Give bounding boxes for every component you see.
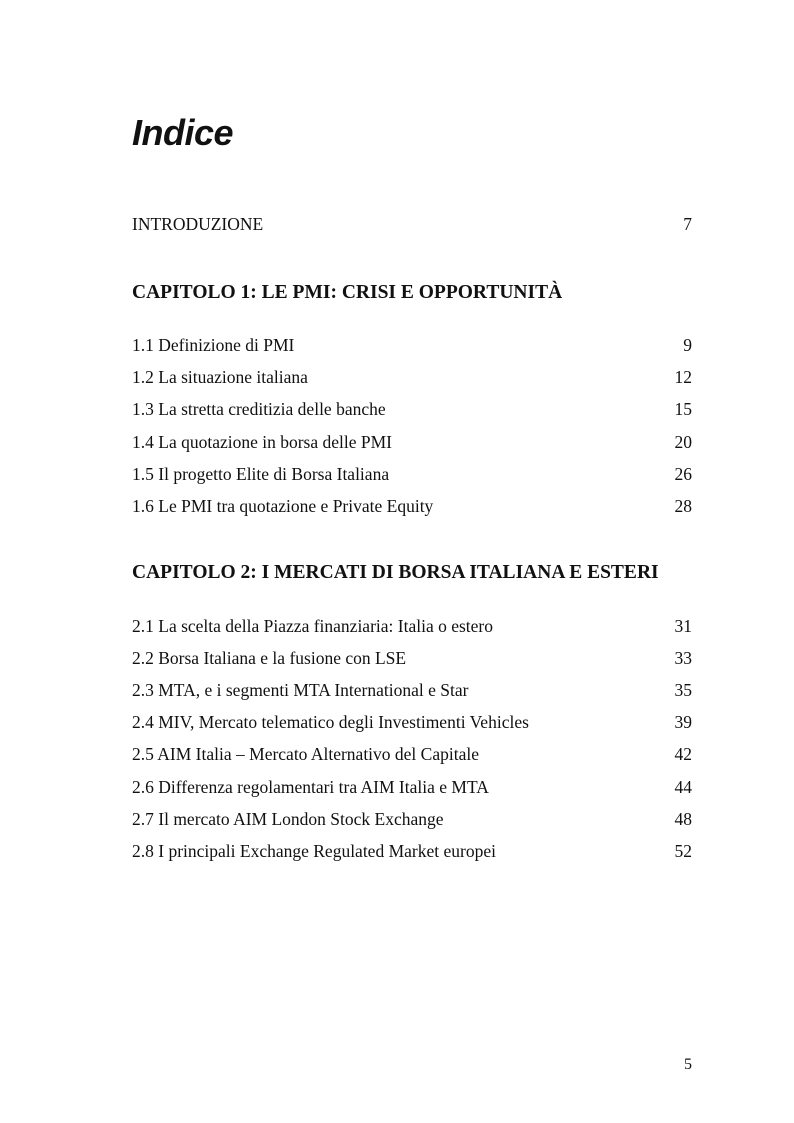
toc-entry-page: 44	[674, 777, 692, 797]
toc-entry-2-6[interactable]	[132, 776, 692, 798]
toc-entry-label: 1.5 Il progetto Elite di Borsa Italiana	[132, 464, 390, 484]
toc-entry-label: 1.2 La situazione italiana	[132, 367, 308, 387]
chapter-1-heading[interactable]: CAPITOLO 1: LE PMI: CRISI E OPPORTUNITÀ	[132, 282, 563, 303]
toc-entry-2-5[interactable]	[132, 743, 692, 765]
toc-entry-introduzione[interactable]	[132, 213, 692, 235]
toc-entry-page: 26	[674, 464, 692, 484]
toc-entry-2-7[interactable]	[132, 808, 692, 830]
toc-entry-page: 12	[674, 367, 692, 387]
toc-entry-label: 2.2 Borsa Italiana e la fusione con LSE	[132, 648, 407, 668]
toc-entry-page: 35	[674, 680, 692, 700]
toc-entry-label: 2.5 AIM Italia – Mercato Alternativo del Capitale	[132, 744, 479, 764]
toc-entry-page: 42	[674, 744, 692, 764]
toc-entry-2-8[interactable]	[132, 840, 692, 862]
toc-entry-page: 15	[674, 399, 692, 419]
toc-entry-label: 2.6 Differenza regolamentari tra AIM Italia e MTA	[132, 777, 489, 797]
toc-entry-label: 2.4 MIV, Mercato telematico degli Investimenti Vehicles	[132, 712, 529, 732]
page-number: 5	[684, 1056, 692, 1073]
toc-entry-2-1[interactable]	[132, 615, 692, 637]
toc-entry-2-2[interactable]	[132, 647, 692, 669]
toc-entry-1-4[interactable]	[132, 431, 692, 453]
toc-entry-1-6[interactable]	[132, 495, 692, 517]
toc-entry-page: 33	[674, 648, 692, 668]
toc-entry-label: 1.1 Definizione di PMI	[132, 335, 295, 355]
page-title: Indice	[132, 112, 234, 153]
toc-entry-1-2[interactable]	[132, 366, 692, 388]
toc-entry-label: 1.6 Le PMI tra quotazione e Private Equity	[132, 496, 434, 516]
toc-entry-page: 48	[674, 809, 692, 829]
toc-entry-page: 28	[674, 496, 692, 516]
toc-entry-page: 52	[674, 841, 692, 861]
toc-entry-1-1[interactable]	[132, 334, 692, 356]
toc-entry-label: 2.7 Il mercato AIM London Stock Exchange	[132, 809, 444, 829]
toc-entry-label: 2.3 MTA, e i segmenti MTA International e Star	[132, 680, 469, 700]
toc-entry-1-5[interactable]	[132, 463, 692, 485]
toc-entry-label: INTRODUZIONE	[132, 214, 264, 234]
toc-entry-2-4[interactable]	[132, 711, 692, 733]
toc-entry-label: 1.4 La quotazione in borsa delle PMI	[132, 432, 393, 452]
toc-entry-page: 39	[674, 712, 692, 732]
toc-entry-label: 2.1 La scelta della Piazza finanziaria: Italia o estero	[132, 616, 493, 636]
toc-entry-page: 31	[674, 616, 692, 636]
toc-entry-page: 7	[683, 214, 692, 234]
toc-entry-label: 1.3 La stretta creditizia delle banche	[132, 399, 386, 419]
toc-entry-1-3[interactable]	[132, 398, 692, 420]
toc-entry-2-3[interactable]	[132, 679, 692, 701]
chapter-2-heading[interactable]: CAPITOLO 2: I MERCATI DI BORSA ITALIANA E ESTERI	[132, 562, 659, 583]
toc-entry-page: 9	[683, 335, 692, 355]
toc-entry-label: 2.8 I principali Exchange Regulated Market europei	[132, 841, 496, 861]
toc-entry-page: 20	[674, 432, 692, 452]
